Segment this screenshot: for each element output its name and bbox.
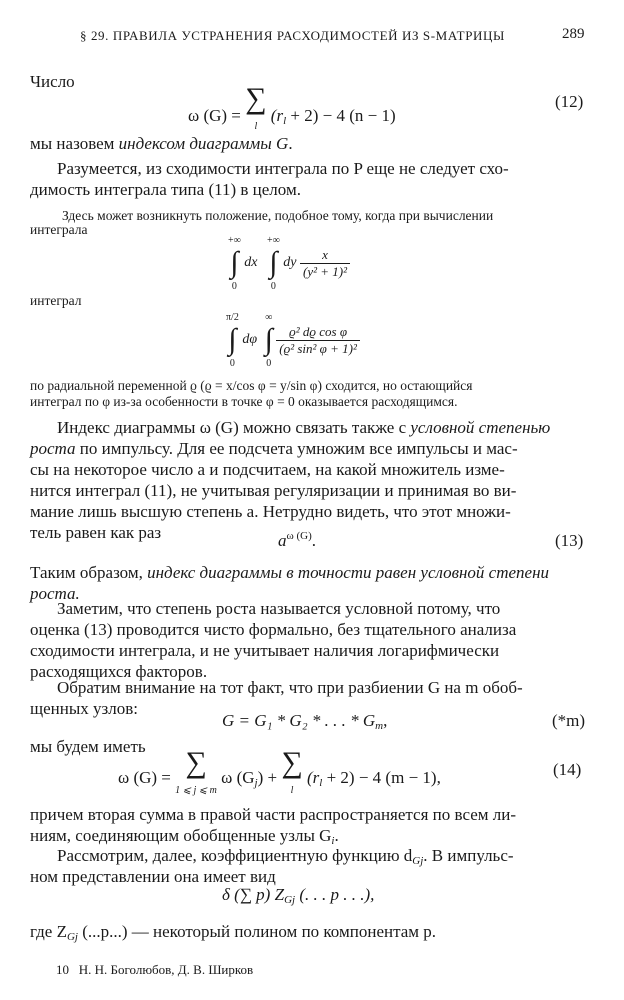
differential: dφ: [242, 332, 258, 348]
paragraph-text: мы будем иметь: [30, 737, 146, 756]
eq-subscript: Gj: [284, 894, 296, 906]
emphasis-text: индексом диаграммы G: [118, 134, 289, 153]
footer: [56, 962, 253, 978]
text-span: .: [288, 134, 293, 153]
eq-term-tail: .: [311, 531, 317, 550]
eq-term-tail: + 2) − 4 (n − 1): [286, 106, 396, 125]
paragraph-line: Разумеется, из сходимости интеграла по P еще не следует схо-: [57, 159, 509, 178]
note-line: Здесь может возникнуть положение, подобное тому, когда при вычислении: [62, 208, 494, 223]
sum-index: 1 ⩽ j ⩽ m: [175, 785, 217, 796]
text-span: (...p...) — некоторый полином по компонентам p.: [77, 922, 437, 941]
text-span: . В импульс-: [423, 846, 514, 865]
text-span: мы назовем: [30, 134, 119, 153]
equation-13: [278, 530, 316, 551]
text-span: Рассмотрим, далее, коэффициентную функцию d: [57, 846, 413, 865]
denominator: (ϱ² sin² φ + 1)²: [279, 340, 357, 356]
eq-subscript: i: [331, 835, 335, 847]
page-number: 289: [562, 26, 585, 42]
integral-1: [228, 232, 350, 294]
eq-subscript: m: [375, 720, 384, 732]
differential: dy: [283, 255, 297, 271]
note-line: по радиальной переменной ϱ (ϱ = x/cos φ = y/sin φ) сходится, но остающийся: [30, 378, 473, 393]
paragraph-line: [30, 921, 436, 948]
upper-limit: π/2: [226, 312, 239, 323]
lower-limit: 0: [229, 358, 235, 369]
eq-term-tail: + 2) − 4 (m − 1),: [322, 768, 441, 787]
sum-index: l: [290, 785, 294, 796]
eq-subscript: l: [283, 115, 287, 127]
upper-limit: ∞: [265, 312, 273, 323]
paragraph-text: [30, 133, 293, 154]
running-title: § 29. ПРАВИЛА УСТРАНЕНИЯ РАСХОДИМОСТЕЙ ИЗ S-МАТРИЦЫ: [80, 28, 505, 43]
numerator: x: [300, 247, 350, 264]
paragraph-line: расходящихся факторов.: [30, 662, 208, 681]
eq-lhs: ω (G) =: [188, 106, 241, 125]
paragraph-line: нится интеграл (11), не учитывая регуляризации и принимая во ви-: [30, 481, 517, 500]
paragraph-line: мание лишь высшую степень a. Нетрудно видеть, что этот множи-: [30, 502, 511, 521]
differential: dx: [244, 255, 258, 271]
eq-term: (r: [307, 768, 320, 787]
text-span: где Z: [30, 922, 67, 941]
text-span: Индекс диаграммы ω (G) можно связать также с: [57, 418, 411, 437]
note-line: интеграл по φ из-за особенности в точке φ = 0 оказывается расходящимся.: [30, 394, 458, 409]
text-span: Таким образом,: [30, 563, 148, 582]
eq-base: a: [278, 531, 287, 550]
text-span: по импульсу. Для ее подсчета умножим все импульсы и мас-: [75, 439, 518, 458]
denominator: (y² + 1)²: [303, 263, 347, 279]
emphasis-text: индекс диаграммы в точности равен условной степени: [147, 563, 550, 582]
lower-limit: 0: [270, 281, 276, 292]
note-line: интеграла: [30, 222, 88, 237]
text-span: .: [334, 826, 339, 845]
equation-label: (12): [555, 92, 584, 111]
eq-term: G = G₁ * G₂ * . . . * G: [222, 711, 376, 730]
signature-number: 10: [56, 962, 69, 977]
equation-label: (*m): [552, 711, 586, 730]
lower-limit: 0: [231, 281, 237, 292]
paragraph-line: [30, 562, 549, 583]
sum-symbol: ∑: [245, 82, 267, 115]
eq-term: δ (∑ p) Z: [222, 885, 285, 904]
equation-14: [118, 748, 441, 798]
text-span: ниям, соединяющим обобщенные узлы G: [30, 826, 332, 845]
paragraph-line: ном представлении она имеет вид: [30, 867, 276, 886]
eq-exponent: ω (G): [286, 530, 312, 542]
equation-label: (13): [555, 531, 584, 550]
paragraph-line: димость интеграла типа (11) в целом.: [30, 180, 301, 199]
integral-sign: ∫: [230, 246, 239, 279]
equation-delta: [222, 885, 374, 906]
equation-star-m: [222, 711, 387, 732]
equation-12: [188, 84, 396, 134]
fraction: [276, 324, 360, 357]
eq-lhs: ω (G) =: [118, 768, 171, 787]
equation-label: (14): [553, 760, 582, 779]
lower-limit: 0: [266, 358, 272, 369]
paragraph-line: сы на некоторое число a и подсчитаем, на какой множитель изме-: [30, 460, 505, 479]
paragraph-line: причем вторая сумма в правой части распространяется по всем ли-: [30, 805, 516, 824]
paragraph-line: Обратим внимание на тот факт, что при разбиении G на m обоб-: [57, 678, 523, 697]
eq-term: ) +: [257, 768, 278, 787]
sum-symbol: ∑: [185, 746, 207, 779]
integral-sign: ∫: [269, 246, 278, 279]
eq-subscript: j: [254, 777, 258, 789]
integral-sign: ∫: [264, 323, 273, 356]
paragraph-line: тель равен как раз: [30, 523, 162, 542]
sum-index: l: [254, 121, 258, 132]
integral-2: [226, 309, 360, 371]
paragraph-line: щенных узлов:: [30, 699, 138, 718]
paragraph-line: [30, 438, 518, 459]
fraction: [300, 247, 350, 280]
paragraph-line: оценка (13) проводится чисто формально, без тщательного анализа: [30, 620, 517, 639]
upper-limit: +∞: [267, 235, 280, 246]
paragraph-line: роста.: [30, 584, 80, 603]
upper-limit: +∞: [228, 235, 241, 246]
paragraph-line: Заметим, что степень роста называется условной потому, что: [57, 599, 501, 618]
eq-subscript: Gj: [412, 855, 424, 867]
sum-symbol: ∑: [281, 746, 303, 779]
paragraph-line: сходимости интеграла, и не учитывает наличия логарифмически: [30, 641, 500, 660]
footer-authors: Н. Н. Боголюбов, Д. В. Ширков: [78, 962, 254, 977]
eq-term-tail: (. . . p . . .),: [295, 885, 375, 904]
emphasis-text: условной степенью: [410, 418, 551, 437]
eq-subscript: l: [319, 777, 323, 789]
eq-term-tail: ,: [383, 711, 388, 730]
eq-term: ω (G: [221, 768, 255, 787]
paragraph-text: Число: [30, 72, 75, 91]
paragraph-line: [57, 417, 550, 438]
eq-subscript: Gj: [66, 931, 78, 943]
emphasis-text: роста: [30, 439, 76, 458]
note-line: интеграл: [30, 293, 82, 308]
numerator: ϱ² dϱ cos φ: [276, 324, 360, 341]
integral-sign: ∫: [228, 323, 237, 356]
eq-term: (r: [270, 106, 284, 125]
